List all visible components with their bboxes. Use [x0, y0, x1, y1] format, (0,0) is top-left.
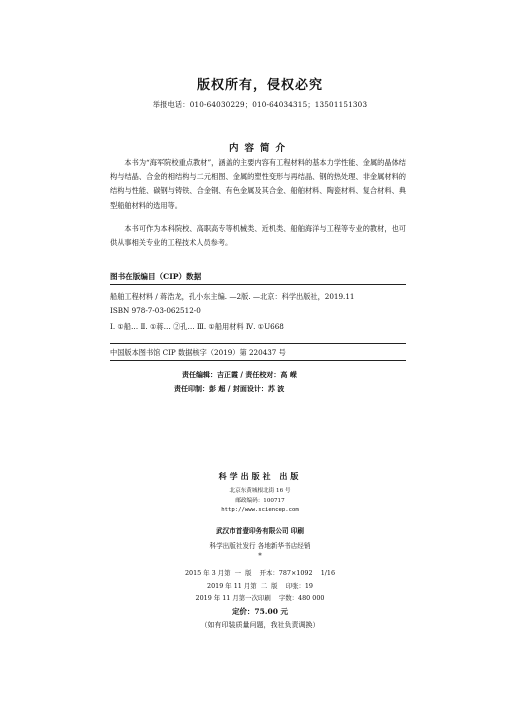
publisher-name: 科学出版社 出版 [218, 471, 302, 481]
cip-record-number: 中国版本图书馆 CIP 数据核字（2019）第 220437 号 [110, 348, 286, 357]
distributor: 科学出版社发行 各地新华书店经销 [209, 542, 311, 550]
summary-heading: 内容简介 [228, 143, 291, 154]
cip-classification: Ⅰ. ①船… Ⅱ. ①蒋… ②孔… Ⅲ. ①船用材料 Ⅳ. ①U668 [110, 322, 284, 331]
edition-line-3: 2019 年 11 月第一次印刷 字数：480 000 [195, 594, 325, 602]
copyright-title: 版权所有，侵权必究 [196, 78, 323, 93]
summary-paragraph-2: 本书可作为本科院校、高职高专等机械类、近机类、船舶海洋与工程等专业的教材，也可供从事相关专业的工程技术人员参考。 [110, 224, 406, 248]
cip-middle-rule [110, 343, 406, 344]
cip-bottom-rule [110, 360, 406, 361]
responsible-editors: 责任编辑：吉正霞 / 责任校对：高 嵘 [182, 370, 297, 379]
cip-top-rule [110, 284, 406, 285]
price: 定价：75.00 元 [231, 607, 289, 616]
report-hotline: 举报电话：010-64030229；010-64034315；13501151303 [152, 100, 368, 109]
edition-line-1: 2015 年 3 月第 一 版 开本：787×1092 1/16 [184, 569, 336, 577]
cip-title-line: 船舶工程材料 / 蒋浩龙，孔小东主编. —2版. —北京：科学出版社，2019.11 [110, 292, 355, 301]
publisher-postcode: 邮政编码：100717 [235, 498, 285, 504]
cip-isbn: ISBN 978-7-03-062512-0 [110, 306, 201, 315]
summary-paragraph-1: 本书为“海军院校重点教材”，涵盖的主要内容有工程材料的基本力学性能、金属的晶体结构与结晶、合金的相结构与二元相图、金属的塑性变形与再结晶、钢的热处理、非金属材料的结构与性能、碳钢与铸铁、合金钢、有色金属及其合金、船舶材料、陶瓷材料、复合材料、典型船舶材料的选用等。 [110, 158, 406, 210]
publisher-address: 北京东黄城根北街 16 号 [229, 488, 291, 494]
publisher-website: http://www.sciencep.com [221, 507, 299, 513]
cip-header: 图书在版编目（CIP）数据 [110, 272, 202, 281]
responsible-printing: 责任印制：彭 超 / 封面设计：苏 波 [174, 384, 285, 393]
edition-line-2: 2019 年 11 月第 二 版 印张：19 [207, 582, 313, 590]
printer: 武汉市首壹印务有限公司 印刷 [215, 527, 304, 535]
quality-notice: （如有印装质量问题，我社负责调换） [200, 621, 320, 629]
separator-star: * [258, 552, 262, 560]
